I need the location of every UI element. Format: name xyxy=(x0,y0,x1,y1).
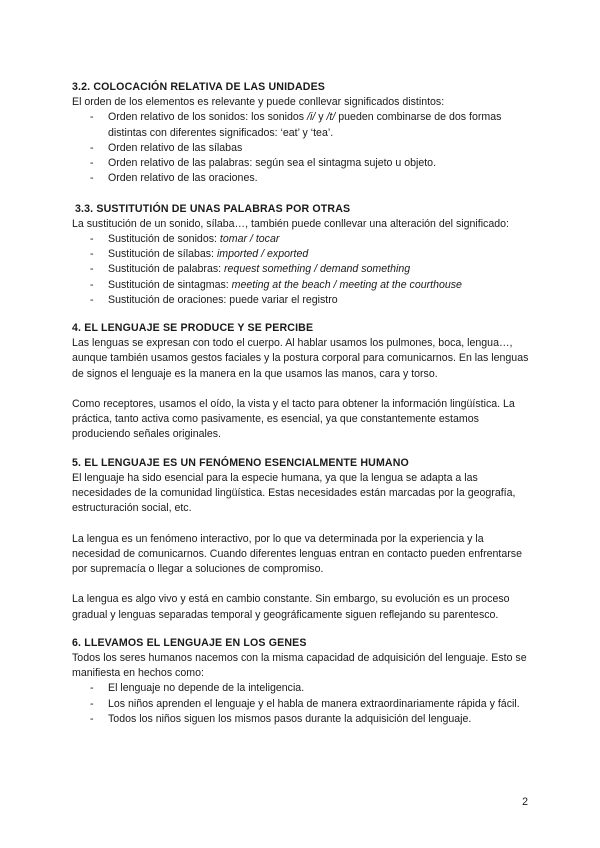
section-heading: 3.2. COLOCACIÓN RELATIVA DE LAS UNIDADES xyxy=(72,81,326,93)
item-text: Sustitución de palabras: xyxy=(108,263,225,276)
item-text: Sustitución de oraciones: puede variar el registro xyxy=(108,293,338,306)
list-item xyxy=(72,278,532,293)
item-text: Sustitución de sílabas: xyxy=(108,248,217,261)
list-item xyxy=(72,232,532,247)
list-item: - El lenguaje no depende de la inteligencia. xyxy=(72,681,532,696)
list-item xyxy=(72,171,532,186)
list-item: - Los niños aprenden el lenguaje y el habla de manera extraordinariamente rápida y fácil. xyxy=(72,697,532,712)
item-text: Orden relativo de las sílabas xyxy=(108,141,243,154)
document-page xyxy=(72,80,532,727)
section-3-2 xyxy=(72,80,532,186)
section-heading: 3.3. SUSTITUTIÓN DE UNAS PALABRAS POR OTRAS xyxy=(75,202,351,215)
list-item xyxy=(72,110,532,140)
list-item xyxy=(72,293,532,308)
page-number: 2 xyxy=(522,796,528,808)
item-example: request something / demand something xyxy=(224,263,411,276)
section-intro: Todos los seres humanos nacemos con la misma capacidad de adquisición del lenguaje. Esto se manifiesta en hechos como: xyxy=(72,652,527,680)
list-item xyxy=(72,141,532,156)
paragraph: Como receptores, usamos el oído, la vista y el tacto para obtener la información lingüística. La práctica, tanto activa como pasivamente, es esencial, ya que constantemente estamos produciendo señales originales. xyxy=(72,398,515,441)
paragraph: La lengua es algo vivo y está en cambio constante. Sin embargo, su evolución es un proceso gradual y lenguas separadas temporal y geográficamente siguen reflejando su parentesco. xyxy=(72,593,510,621)
list-item xyxy=(72,156,532,171)
item-example: meeting at the beach / meeting at the courthouse xyxy=(231,278,462,291)
section-5 xyxy=(72,456,532,623)
section-3-3 xyxy=(72,202,532,308)
section-heading: 4. EL LENGUAJE SE PRODUCE Y SE PERCIBE xyxy=(72,322,314,335)
list-item xyxy=(72,247,532,262)
item-text: Sustitución de sonidos: xyxy=(108,233,220,246)
bullet-list xyxy=(72,681,532,727)
bullet-list xyxy=(72,110,532,186)
item-text: Orden relativo de los sonidos: los sonidos xyxy=(108,111,308,124)
list-item xyxy=(72,262,532,277)
section-4 xyxy=(72,321,532,443)
section-heading: 6. LLEVAMOS EL LENGUAJE EN LOS GENES xyxy=(72,636,307,649)
item-text: Orden relativo de las palabras: según sea el sintagma sujeto u objeto. xyxy=(108,157,437,170)
item-example: imported / exported xyxy=(216,248,309,261)
section-heading: 5. EL LENGUAJE ES UN FENÓMENO ESENCIALMENTE HUMANO xyxy=(72,456,409,469)
bullet-list xyxy=(72,232,532,308)
item-text: Sustitución de sintagmas: xyxy=(108,278,232,291)
item-italic: /t/ xyxy=(326,111,336,124)
section-intro: El orden de los elementos es relevante y puede conllevar significados distintos: xyxy=(72,96,445,109)
paragraph: La lengua es un fenómeno interactivo, por lo que va determinada por la experiencia y la necesidad de comunicarnos. Cuando diferentes lenguas entran en contacto pueden enfrentarse por supremacía o llegar a soluciones de compromiso. xyxy=(72,532,522,576)
item-text: Orden relativo de las oraciones. xyxy=(108,172,258,185)
item-text: pueden combinarse de dos formas distintas con diferentes significados: ‘eat’ y ‘tea’. xyxy=(108,111,502,139)
section-intro: La sustitución de un sonido, sílaba…, también puede conllevar una alteración del significado: xyxy=(72,217,509,230)
item-text: y xyxy=(315,111,327,124)
paragraph: Las lenguas se expresan con todo el cuerpo. Al hablar usamos los pulmones, boca, lengua…, aunque también usamos gestos faciales y la postura corporal para comunicarnos. En las lenguas de signos el lenguaje es la manera en la que usamos las manos, cara y torso. xyxy=(72,337,529,380)
section-6 xyxy=(72,636,532,727)
item-example: tomar / tocar xyxy=(219,233,280,246)
item-italic: /i/ xyxy=(307,111,316,124)
list-item: - Todos los niños siguen los mismos pasos durante la adquisición del lenguaje. xyxy=(72,712,532,727)
paragraph: El lenguaje ha sido esencial para la especie humana, ya que la lengua se adapta a las necesidades de la comunidad lingüística. Estas necesidades están marcadas por la geografía, estructuración social, etc. xyxy=(72,471,516,515)
